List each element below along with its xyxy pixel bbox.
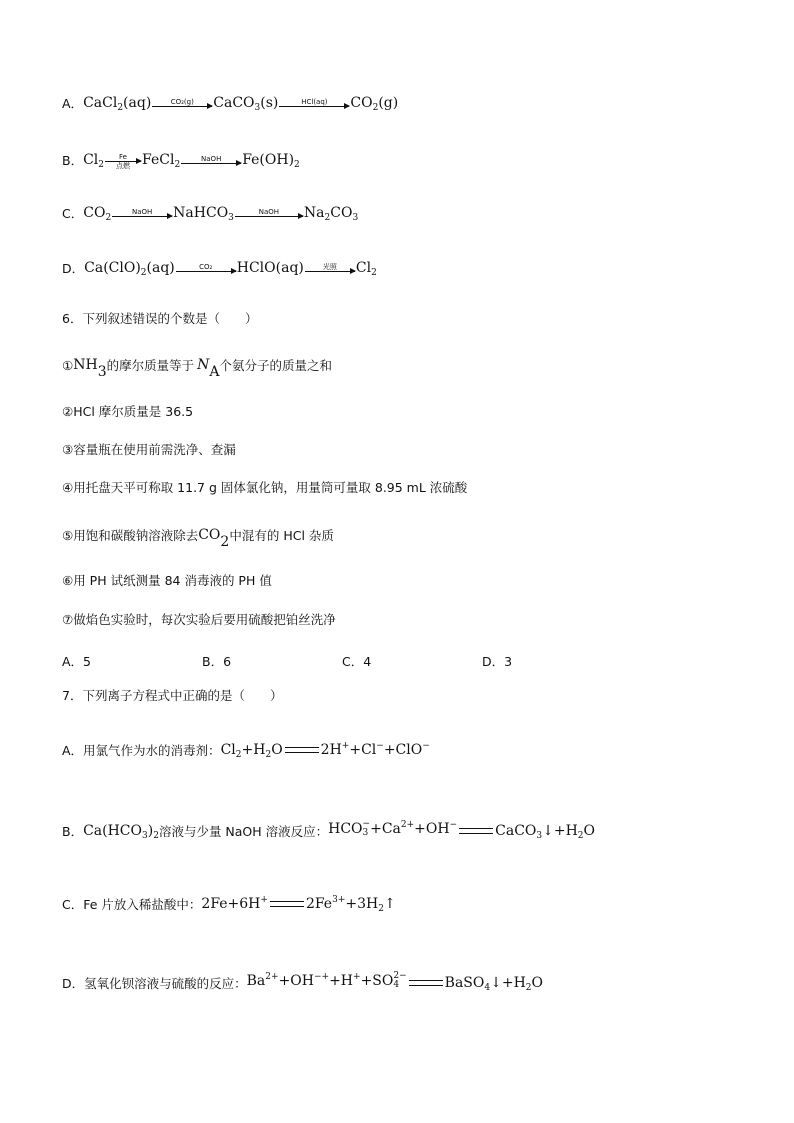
q6-choice-a[interactable]: A．5 [62, 654, 92, 669]
q6-choice-b[interactable]: B．6 [202, 654, 232, 669]
q7-option-b[interactable]: B． $Ca(HCO_3)_2$ 溶液与少量 NaOH 溶液反应： HCO − 3 $+Ca^{2+}+OH^-$ $CaCO_3↓+H_2O$ [62, 819, 596, 841]
q5-option-b: B． $Cl_2$ Fe 点燃 FeCl$_2$ NaOH $Fe(OH)_2$ [62, 152, 300, 170]
reaction-arrow: CO₂(g) [152, 99, 212, 107]
formula: $Ca(ClO)_2(aq)$ [84, 260, 175, 278]
q6-item-1: ① NH 3 的摩尔质量等于 N A 个氨分子的质量之和 [62, 357, 333, 380]
equation-left: HCO − 3 $+Ca^{2+}+OH^-$ [328, 819, 458, 838]
formula: $Cl_2$ [355, 260, 377, 278]
equation-right: $BaSO_4↓+H_2O$ [444, 975, 543, 993]
q5-option-a: A． CaCl$_2$(aq) CO₂(g) CaCO$_3$(s) HCl(aq) $CO_2(g)$ [62, 95, 399, 113]
q6-stem: 6．下列叙述错误的个数是（ ） [62, 311, 258, 326]
q7-stem: 7．下列离子方程式中正确的是（ ） [62, 688, 283, 703]
formula: $Na_2CO_3$ [303, 205, 359, 223]
formula: CaCl$_2$(aq) [83, 95, 152, 113]
formula: CaCO$_3$(s) [213, 95, 279, 113]
q5-option-c: C． $CO_2$ NaOH NaHCO$_3$ NaOH $Na_2CO_3$ [62, 205, 359, 223]
q5-option-d: D． $Ca(ClO)_2(aq)$ CO₂ HClO(aq) 光照 $Cl_2$ [62, 260, 377, 278]
reaction-arrow: Fe 点燃 [105, 154, 141, 170]
equals-sign [459, 828, 493, 834]
reaction-arrow: NaOH [235, 209, 303, 217]
formula: $Cl_2$ [83, 152, 105, 170]
formula: NaHCO$_3$ [173, 205, 234, 223]
reaction-arrow: NaOH [112, 209, 172, 217]
equation-right: $2Fe^{3+}+3H_2↑$ [305, 895, 396, 914]
q6-item-5: ⑤用饱和碳酸钠溶液除去 CO 2 中混有的 HCl 杂质 [62, 527, 334, 550]
q6-item-7: ⑦做焰色实验时，每次实验后要用硫酸把铂丝洗净 [62, 612, 336, 627]
reaction-arrow: CO₂ [176, 264, 236, 272]
equation-right: 2H++Cl−+ClO− [320, 741, 430, 758]
q6-choice-c[interactable]: C．4 [342, 654, 372, 669]
q6-item-4: ④用托盘天平可称取 11.7 g 固体氯化钠，用量筒可量取 8.95 mL 浓硫酸 [62, 480, 468, 495]
q6-item-6: ⑥用 PH 试纸测量 84 消毒液的 PH 值 [62, 573, 272, 588]
equation-left: $Ba^{2+}+OH^{-+}+H^++SO$ 2− 4 [246, 971, 407, 990]
equals-sign [285, 747, 319, 753]
formula: FeCl$_2$ [142, 152, 181, 170]
equation-left: $Cl_2+H_2O$ [220, 742, 283, 760]
reaction-arrow: NaOH [181, 156, 241, 164]
q7-option-a[interactable]: A．用氯气作为水的消毒剂： $Cl_2+H_2O$ 2H++Cl−+ClO− [62, 741, 430, 760]
reaction-arrow: HCl(aq) [279, 99, 349, 107]
q6-item-3: ③容量瓶在使用前需洗净、查漏 [62, 442, 236, 457]
equation-left: 2Fe+6H+ [201, 895, 268, 912]
formula: $Fe(OH)_2$ [242, 152, 300, 170]
q7-option-d[interactable]: D．氢氧化钡溶液与硫酸的反应： $Ba^{2+}+OH^{-+}+H^++SO$ 2− 4 $BaSO_4↓+H_2O$ [62, 971, 543, 993]
formula: $Ca(HCO_3)_2$ [83, 823, 159, 841]
reaction-arrow: 光照 [305, 264, 355, 272]
q6-choice-d[interactable]: D．3 [482, 654, 513, 669]
equation-right: $CaCO_3↓+H_2O$ [495, 823, 596, 841]
formula: $CO_2$ [83, 205, 112, 223]
equals-sign [270, 901, 304, 907]
q6-item-2: ②HCl 摩尔质量是 36.5 [62, 404, 194, 419]
equals-sign [409, 980, 443, 986]
q7-option-c[interactable]: C．Fe 片放入稀盐酸中： 2Fe+6H+ $2Fe^{3+}+3H_2↑$ [62, 895, 396, 914]
formula: HClO(aq) [236, 260, 304, 276]
formula: $CO_2(g)$ [350, 95, 399, 113]
